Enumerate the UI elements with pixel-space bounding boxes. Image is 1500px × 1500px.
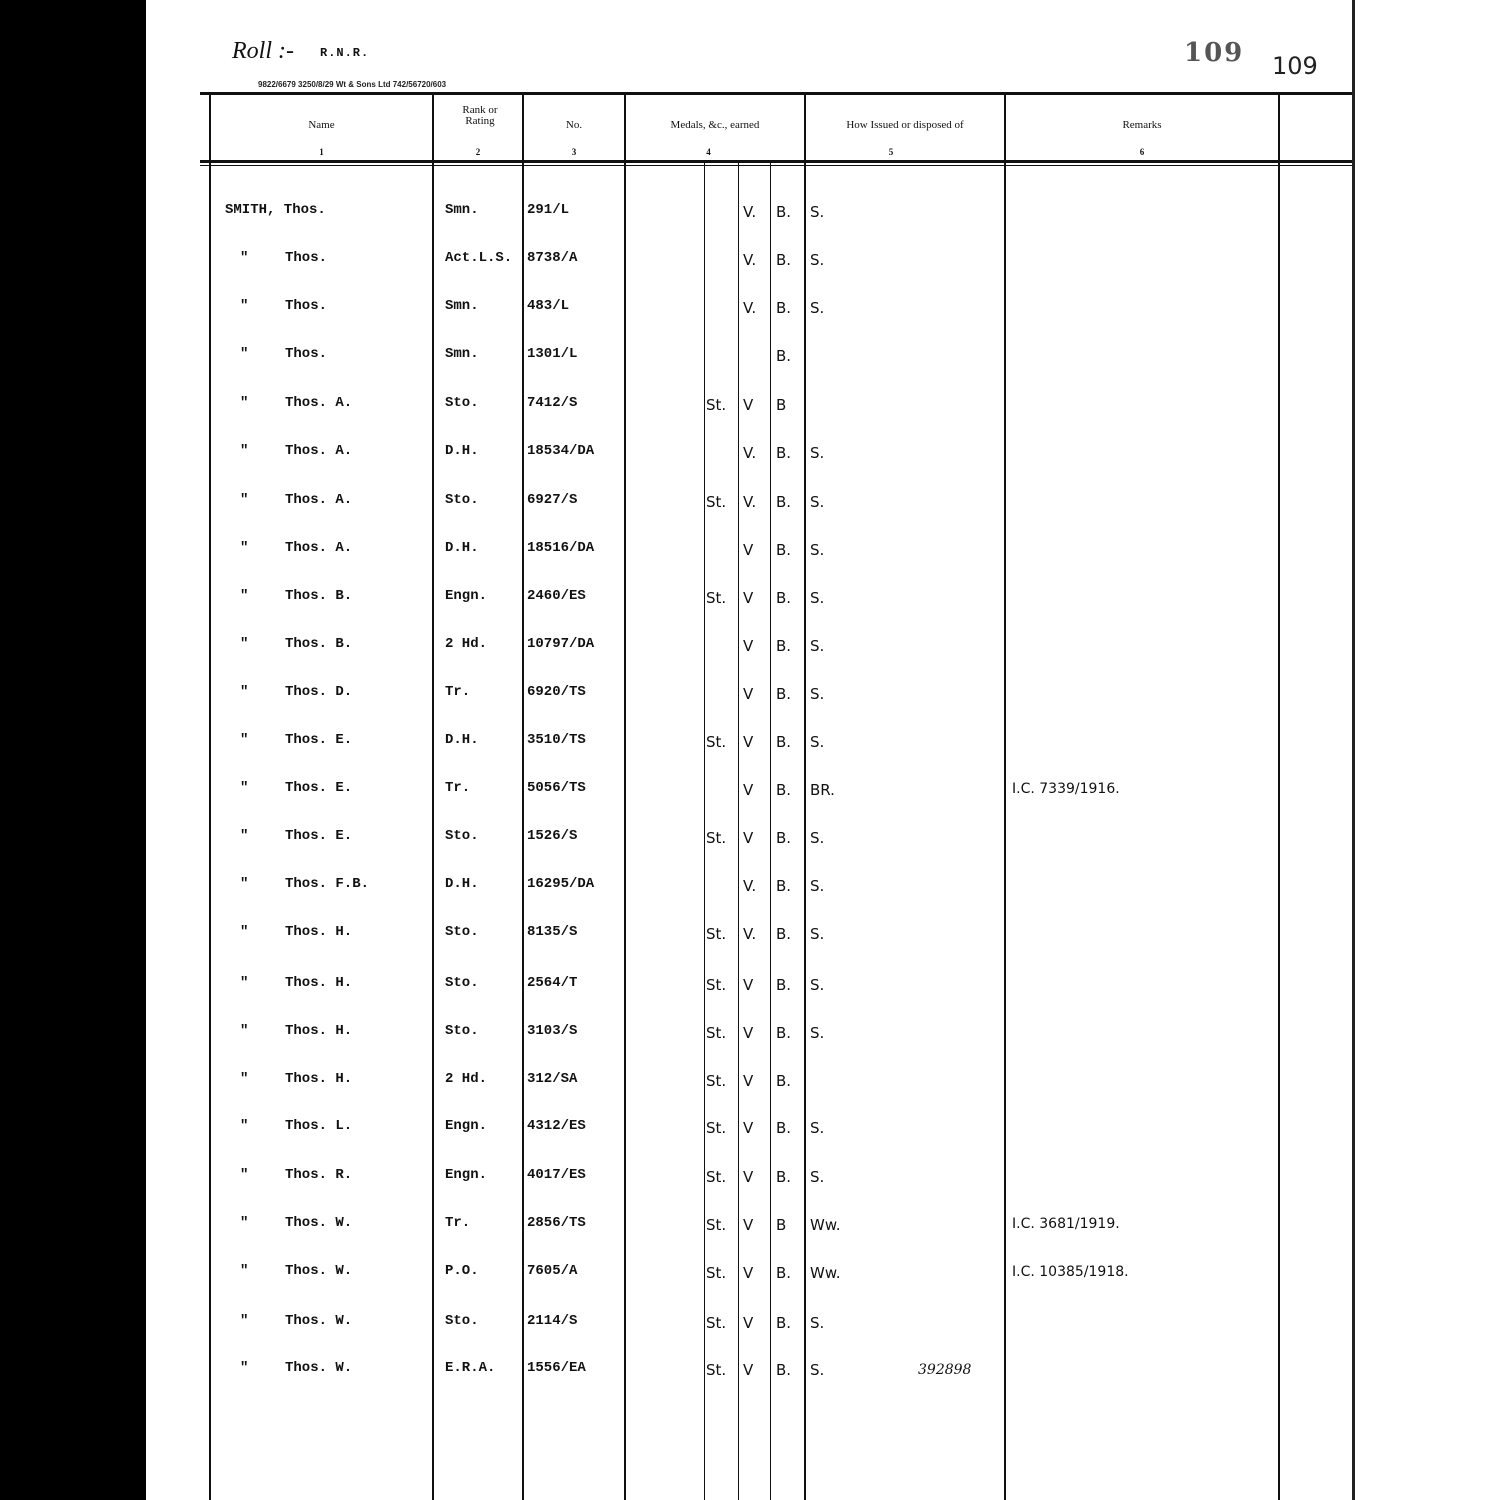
column-rule: [804, 92, 806, 1500]
entry-rank: Smn.: [445, 298, 479, 314]
entry-given-name: Thos. L.: [285, 1118, 353, 1134]
entry-rank: Tr.: [445, 684, 471, 700]
entry-service-number: 7605/A: [527, 1263, 578, 1279]
entry-given-name: Thos. A.: [285, 443, 353, 459]
entry-service-number: 18534/DA: [527, 443, 595, 459]
entry-surname: ": [240, 346, 249, 362]
entry-surname: ": [240, 540, 249, 556]
entry-given-name: Thos. A.: [285, 395, 353, 411]
entry-medal-star: St.: [706, 1264, 727, 1282]
entry-surname: ": [240, 1023, 249, 1039]
column-number-issued: 5: [888, 147, 894, 157]
column-number-rank: 2: [475, 147, 481, 157]
column-header-issued: How Issued or disposed of: [846, 119, 964, 131]
entry-rank: Sto.: [445, 1023, 479, 1039]
entry-issued: S.: [810, 203, 825, 221]
entry-medal-star: St.: [706, 1072, 727, 1090]
entry-given-name: Thos. H.: [285, 924, 353, 940]
entry-remarks: I.C. 3681/1919.: [1012, 1216, 1120, 1232]
entry-medal-victory: V: [743, 541, 754, 559]
entry-rank: Tr.: [445, 1215, 471, 1231]
entry-medal-british: B.: [776, 444, 792, 462]
entry-rank: D.H.: [445, 876, 479, 892]
entry-medal-british: B.: [776, 589, 792, 607]
page-number-stamp: 109: [1184, 38, 1245, 68]
entry-issued: S.: [810, 1361, 825, 1379]
entry-issued: S.: [810, 1314, 825, 1332]
entry-medal-british: B.: [776, 976, 792, 994]
header-bottom-rule: [200, 160, 1352, 163]
entry-medal-star: St.: [706, 1314, 727, 1332]
entry-medal-british: B.: [776, 925, 792, 943]
medal-subcolumn-rule: [738, 163, 739, 1500]
entry-surname: ": [240, 1167, 249, 1183]
entry-service-number: 16295/DA: [527, 876, 595, 892]
entry-surname: ": [240, 684, 249, 700]
entry-given-name: Thos. H.: [285, 975, 353, 991]
entry-given-name: Thos. B.: [285, 588, 353, 604]
entry-medal-victory: V.: [743, 444, 757, 462]
entry-medal-british: B.: [776, 733, 792, 751]
entry-medal-british: B.: [776, 685, 792, 703]
entry-service-number: 1556/EA: [527, 1360, 586, 1376]
entry-service-number: 291/L: [527, 202, 570, 218]
column-number-number: 3: [571, 147, 577, 157]
entry-issued: S.: [810, 299, 825, 317]
entry-service-number: 6920/TS: [527, 684, 586, 700]
entry-rank: D.H.: [445, 540, 479, 556]
entry-issued: S.: [810, 1119, 825, 1137]
entry-service-number: 4017/ES: [527, 1167, 586, 1183]
entry-issued: S.: [810, 829, 825, 847]
entry-rank: E.R.A.: [445, 1360, 496, 1376]
entry-surname: ": [240, 298, 249, 314]
entry-medal-victory: V: [743, 976, 754, 994]
entry-given-name: Thos.: [285, 250, 328, 266]
entry-given-name: Thos. R.: [285, 1167, 353, 1183]
header-top-rule: [200, 92, 1352, 95]
entry-service-number: 483/L: [527, 298, 570, 314]
entry-medal-british: B.: [776, 1314, 792, 1332]
entry-medal-british: B.: [776, 829, 792, 847]
entry-service-number: 3103/S: [527, 1023, 578, 1039]
printer-imprint: 9822/6679 3250/8/29 Wt & Sons Ltd 742/56720/603: [258, 80, 447, 89]
entry-medal-victory: V: [743, 733, 754, 751]
entry-rank: Engn.: [445, 1118, 488, 1134]
entry-given-name: Thos. E.: [285, 828, 353, 844]
entry-medal-british: B.: [776, 637, 792, 655]
entry-rank: Smn.: [445, 202, 479, 218]
entry-medal-british: B.: [776, 1168, 792, 1186]
entry-rank: 2 Hd.: [445, 1071, 488, 1087]
entry-rank: D.H.: [445, 732, 479, 748]
entry-medal-british: B.: [776, 203, 792, 221]
entry-medal-star: St.: [706, 1119, 727, 1137]
entry-medal-victory: V: [743, 1361, 754, 1379]
medal-subcolumn-rule: [770, 163, 771, 1500]
entry-service-number: 8738/A: [527, 250, 578, 266]
entry-service-number: 8135/S: [527, 924, 578, 940]
entry-medal-star: St.: [706, 1168, 727, 1186]
entry-medal-star: St.: [706, 733, 727, 751]
scan-border-left: [0, 0, 146, 1500]
entry-medal-victory: V.: [743, 203, 757, 221]
entry-medal-victory: V.: [743, 877, 757, 895]
entry-issued: S.: [810, 444, 825, 462]
entry-issued: S.: [810, 976, 825, 994]
column-rule: [432, 92, 434, 1500]
entry-issued: S.: [810, 1024, 825, 1042]
column-number-medals: 4: [706, 147, 711, 157]
entry-rank: Sto.: [445, 828, 479, 844]
entry-medal-victory: V: [743, 1264, 754, 1282]
entry-medal-victory: V: [743, 1119, 754, 1137]
entry-surname: SMITH, Thos.: [225, 202, 326, 218]
entry-medal-british: B.: [776, 781, 792, 799]
entry-service-number: 2460/ES: [527, 588, 586, 604]
entry-medal-victory: V: [743, 685, 754, 703]
entry-given-name: Thos. E.: [285, 780, 353, 796]
column-header-number: No.: [565, 119, 583, 131]
roll-value: R.N.R.: [320, 46, 370, 60]
entry-rank: Tr.: [445, 780, 471, 796]
entry-surname: ": [240, 1360, 249, 1376]
entry-surname: ": [240, 1263, 249, 1279]
entry-surname: ": [240, 924, 249, 940]
entry-surname: ": [240, 975, 249, 991]
entry-given-name: Thos. F.B.: [285, 876, 370, 892]
entry-rank: Sto.: [445, 1313, 479, 1329]
entry-medal-victory: V: [743, 396, 754, 414]
column-rule: [1004, 92, 1006, 1500]
entry-medal-star: St.: [706, 1024, 727, 1042]
entry-medal-star: St.: [706, 976, 727, 994]
entry-issued: S.: [810, 637, 825, 655]
entry-given-name: Thos. D.: [285, 684, 353, 700]
entry-medal-star: St.: [706, 1361, 727, 1379]
entry-surname: ": [240, 1071, 249, 1087]
entry-issued: S.: [810, 1168, 825, 1186]
entry-given-name: Thos.: [285, 346, 328, 362]
entry-remarks: I.C. 7339/1916.: [1012, 781, 1120, 797]
entry-medal-british: B.: [776, 1072, 792, 1090]
entry-service-number: 1301/L: [527, 346, 578, 362]
entry-medal-british: B.: [776, 1361, 792, 1379]
entry-surname: ": [240, 443, 249, 459]
entry-rank: 2 Hd.: [445, 636, 488, 652]
column-header-name: Name: [308, 119, 335, 131]
column-number-remarks: 6: [1139, 147, 1145, 157]
entry-issued: Ww.: [810, 1216, 841, 1234]
entry-issued: S.: [810, 877, 825, 895]
entry-medal-star: St.: [706, 493, 727, 511]
entry-given-name: Thos. W.: [285, 1313, 353, 1329]
entry-rank: D.H.: [445, 443, 479, 459]
entry-given-name: Thos. A.: [285, 492, 353, 508]
entry-surname: ": [240, 828, 249, 844]
column-rule: [624, 92, 626, 1500]
entry-medal-victory: V: [743, 829, 754, 847]
entry-service-number: 4312/ES: [527, 1118, 586, 1134]
entry-medal-victory: V: [743, 1024, 754, 1042]
entry-issued: S.: [810, 251, 825, 269]
entry-rank: Sto.: [445, 924, 479, 940]
entry-surname: ": [240, 732, 249, 748]
column-header-medals: Medals, &c., earned: [670, 119, 760, 131]
page-number-handwritten: 109: [1272, 52, 1318, 80]
entry-given-name: Thos. W.: [285, 1360, 353, 1376]
entry-medal-victory: V: [743, 1072, 754, 1090]
entry-service-number: 5056/TS: [527, 780, 586, 796]
entry-medal-victory: V: [743, 637, 754, 655]
entry-medal-british: B.: [776, 493, 792, 511]
entry-service-number: 312/SA: [527, 1071, 578, 1087]
entry-issued: BR.: [810, 781, 835, 799]
entry-medal-victory: V: [743, 589, 754, 607]
entry-rank: P.O.: [445, 1263, 479, 1279]
entry-issued: S.: [810, 589, 825, 607]
handwritten-note: 392898: [918, 1362, 972, 1378]
entry-service-number: 2564/T: [527, 975, 578, 991]
entry-given-name: Thos. H.: [285, 1071, 353, 1087]
entry-medal-star: St.: [706, 396, 727, 414]
column-rule: [209, 92, 211, 1500]
entry-medal-british: B.: [776, 347, 792, 365]
entry-medal-victory: V.: [743, 251, 757, 269]
column-header-remarks: Remarks: [1122, 119, 1162, 131]
entry-medal-victory: V: [743, 1314, 754, 1332]
entry-medal-british: B.: [776, 1264, 792, 1282]
entry-medal-british: B.: [776, 541, 792, 559]
entry-service-number: 1526/S: [527, 828, 578, 844]
entry-given-name: Thos. E.: [285, 732, 353, 748]
entry-issued: S.: [810, 685, 825, 703]
entry-medal-british: B.: [776, 1119, 792, 1137]
entry-medal-star: St.: [706, 925, 727, 943]
column-header-rank: Rank or Rating: [462, 104, 498, 127]
entry-medal-victory: V: [743, 1216, 754, 1234]
entry-rank: Sto.: [445, 395, 479, 411]
column-rule: [522, 92, 524, 1500]
entry-service-number: 7412/S: [527, 395, 578, 411]
entry-medal-british: B.: [776, 251, 792, 269]
entry-medal-british: B: [776, 1216, 787, 1234]
entry-issued: S.: [810, 541, 825, 559]
entry-given-name: Thos. B.: [285, 636, 353, 652]
entry-surname: ": [240, 395, 249, 411]
entry-surname: ": [240, 876, 249, 892]
entry-service-number: 2856/TS: [527, 1215, 586, 1231]
entry-given-name: Thos. W.: [285, 1263, 353, 1279]
entry-issued: Ww.: [810, 1264, 841, 1282]
entry-medal-victory: V: [743, 1168, 754, 1186]
entry-medal-british: B.: [776, 877, 792, 895]
entry-surname: ": [240, 588, 249, 604]
entry-medal-victory: V: [743, 781, 754, 799]
entry-service-number: 6927/S: [527, 492, 578, 508]
entry-medal-british: B.: [776, 1024, 792, 1042]
entry-service-number: 18516/DA: [527, 540, 595, 556]
sheet-edge-right: [1352, 0, 1355, 1500]
entry-surname: ": [240, 1118, 249, 1134]
entry-service-number: 2114/S: [527, 1313, 578, 1329]
entry-surname: ": [240, 780, 249, 796]
entry-surname: ": [240, 250, 249, 266]
header-bottom-rule-2: [200, 165, 1352, 166]
entry-given-name: Thos. A.: [285, 540, 353, 556]
entry-issued: S.: [810, 733, 825, 751]
entry-rank: Engn.: [445, 588, 488, 604]
entry-given-name: Thos. W.: [285, 1215, 353, 1231]
entry-medal-british: B: [776, 396, 787, 414]
entry-medal-star: St.: [706, 589, 727, 607]
entry-service-number: 10797/DA: [527, 636, 595, 652]
entry-issued: S.: [810, 925, 825, 943]
entry-issued: S.: [810, 493, 825, 511]
entry-surname: ": [240, 492, 249, 508]
entry-rank: Sto.: [445, 975, 479, 991]
roll-label: Roll :-: [232, 38, 294, 64]
column-rule: [1278, 92, 1280, 1500]
column-number-name: 1: [319, 147, 324, 157]
entry-rank: Act.L.S.: [445, 250, 513, 266]
entry-medal-star: St.: [706, 829, 727, 847]
entry-medal-star: St.: [706, 1216, 727, 1234]
entry-medal-victory: V.: [743, 299, 757, 317]
entry-service-number: 3510/TS: [527, 732, 586, 748]
entry-rank: Engn.: [445, 1167, 488, 1183]
entry-surname: ": [240, 1313, 249, 1329]
entry-rank: Smn.: [445, 346, 479, 362]
entry-given-name: Thos. H.: [285, 1023, 353, 1039]
entry-medal-victory: V.: [743, 493, 757, 511]
entry-given-name: Thos.: [285, 298, 328, 314]
medal-subcolumn-rule: [704, 163, 705, 1500]
entry-surname: ": [240, 1215, 249, 1231]
entry-rank: Sto.: [445, 492, 479, 508]
entry-remarks: I.C. 10385/1918.: [1012, 1264, 1129, 1280]
entry-medal-victory: V.: [743, 925, 757, 943]
entry-medal-british: B.: [776, 299, 792, 317]
entry-surname: ": [240, 636, 249, 652]
